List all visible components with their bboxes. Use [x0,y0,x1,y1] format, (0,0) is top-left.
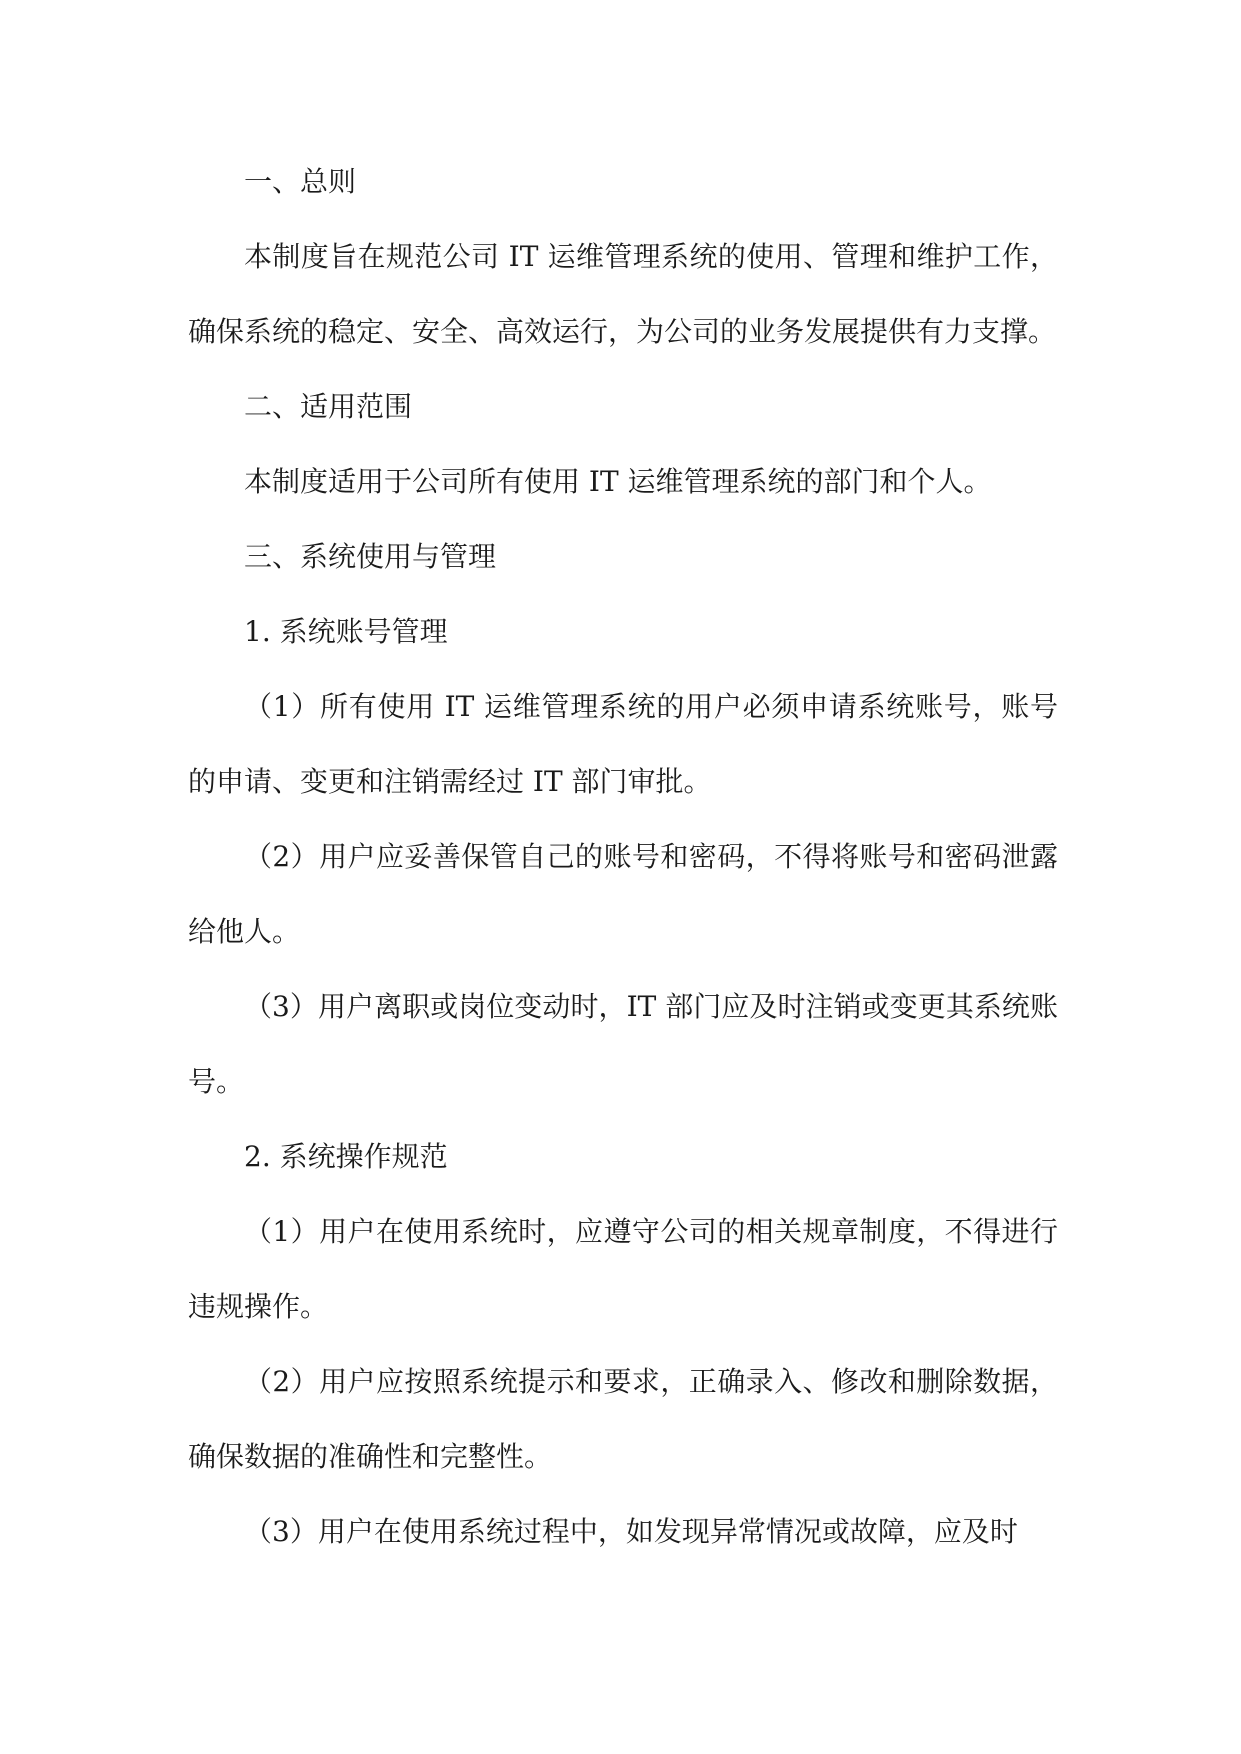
paragraph-operation-1: （1）用户在使用系统时，应遵守公司的相关规章制度，不得进行违规操作。 [188,1215,1058,1323]
paragraph-operation-3: （3）用户在使用系统过程中，如发现异常情况或故障，应及时 [244,1515,1018,1548]
document-body [188,144,1058,1569]
subheading-account-management: 1. 系统账号管理 [244,615,448,648]
paragraph-purpose: 本制度旨在规范公司 IT 运维管理系统的使用、管理和维护工作，确保系统的稳定、安全、高效运行，为公司的业务发展提供有力支撑。 [188,240,1058,348]
paragraph-operation-2: （2）用户应按照系统提示和要求，正确录入、修改和删除数据，确保数据的准确性和完整性。 [188,1365,1058,1473]
paragraph-scope: 本制度适用于公司所有使用 IT 运维管理系统的部门和个人。 [244,465,992,498]
section-heading-scope: 二、适用范围 [244,390,413,423]
paragraph-account-1: （1）所有使用 IT 运维管理系统的用户必须申请系统账号，账号的申请、变更和注销需经过 IT 部门审批。 [188,690,1058,798]
section-heading-usage: 三、系统使用与管理 [244,540,497,573]
subheading-operation-rules: 2. 系统操作规范 [244,1140,448,1173]
paragraph-account-2: （2）用户应妥善保管自己的账号和密码，不得将账号和密码泄露给他人。 [188,840,1058,948]
paragraph-account-3: （3）用户离职或岗位变动时，IT 部门应及时注销或变更其系统账号。 [188,990,1058,1098]
section-heading-general: 一、总则 [244,165,357,198]
